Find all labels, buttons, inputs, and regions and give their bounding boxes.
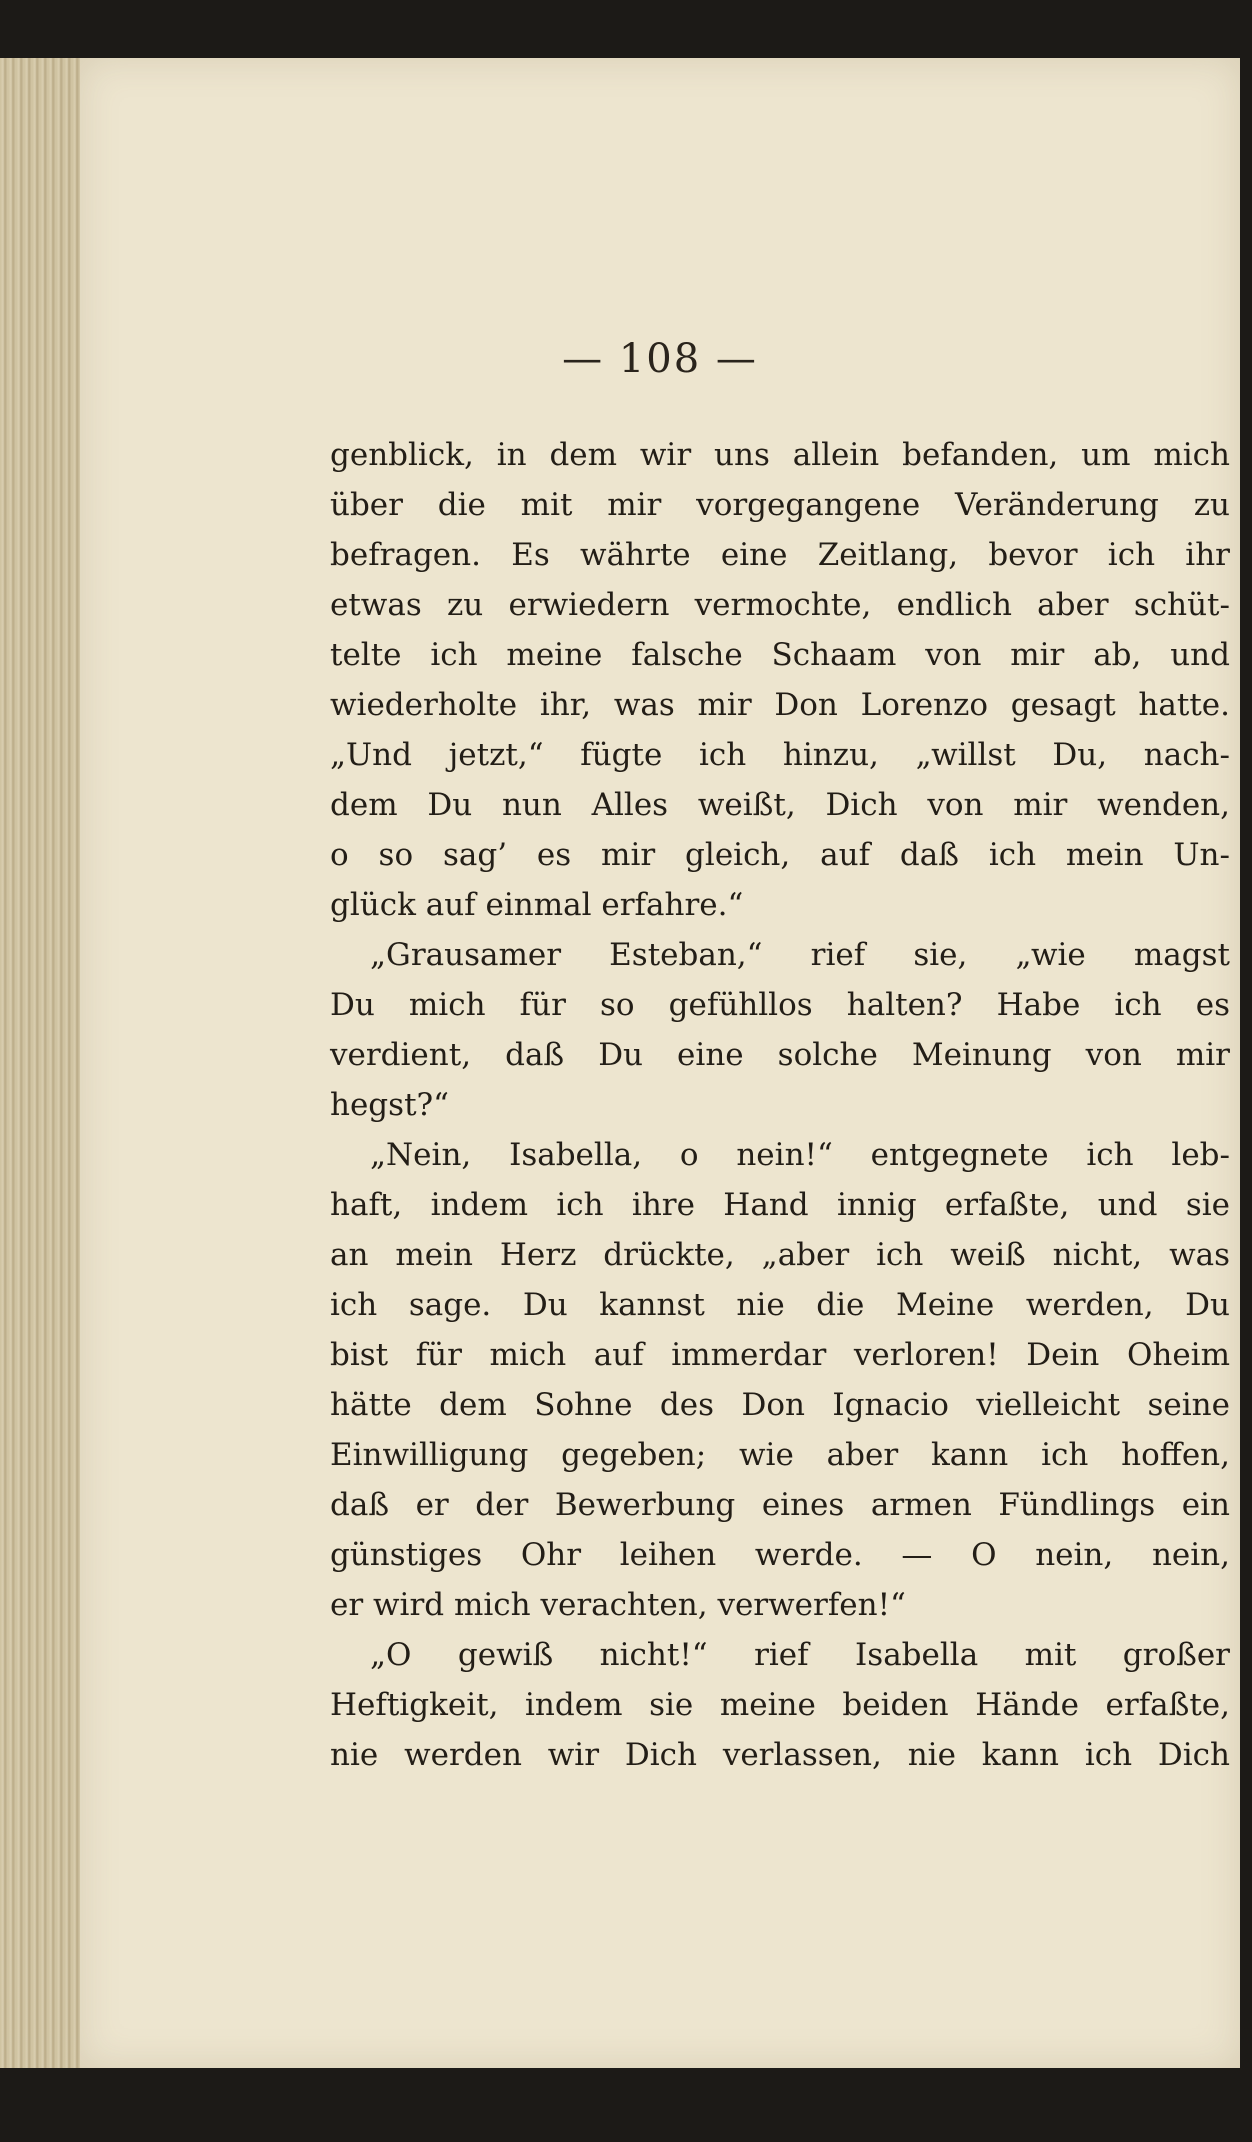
text-line: günstiges Ohr leihen werde. — O nein, nein, [330,1537,1230,1573]
text-line: „O gewiß nicht!“ rief Isabella mit großer [370,1637,1230,1673]
text-line: wiederholte ihr, was mir Don Lorenzo gesagt hatte. [330,687,1230,723]
text-line: über die mit mir vorgegangene Veränderung zu [330,487,1230,523]
text-line: befragen. Es währte eine Zeitlang, bevor ich ihr [330,537,1230,573]
text-line: nie werden wir Dich verlassen, nie kann ich Dich [330,1737,1230,1773]
text-line: o so sag’ es mir gleich, auf daß ich mein Un- [330,837,1230,873]
text-line: an mein Herz drückte, „aber ich weiß nicht, was [330,1237,1230,1273]
text-line: bist für mich auf immerdar verloren! Dein Oheim [330,1337,1230,1373]
text-line: „Nein, Isabella, o nein!“ entgegnete ich leb- [370,1137,1230,1173]
text-line: hätte dem Sohne des Don Ignacio vielleicht seine [330,1387,1230,1423]
text-line: Heftigkeit, indem sie meine beiden Hände erfaßte, [330,1687,1230,1723]
text-line: „Grausamer Esteban,“ rief sie, „wie magst [370,937,1230,973]
page-number: — 108 — [562,336,758,382]
body-text [330,430,1230,1780]
text-line: glück auf einmal erfahre.“ [330,887,744,923]
text-line: telte ich meine falsche Schaam von mir ab, und [330,637,1230,673]
page-edges [0,58,90,2068]
text-line: ich sage. Du kannst nie die Meine werden, Du [330,1287,1230,1323]
text-line: „Und jetzt,“ fügte ich hinzu, „willst Du, nach- [330,737,1230,773]
text-line: dem Du nun Alles weißt, Dich von mir wenden, [330,787,1230,823]
text-line: Du mich für so gefühllos halten? Habe ich es [330,987,1230,1023]
text-line: genblick, in dem wir uns allein befanden, um mich [330,437,1230,473]
text-line: verdient, daß Du eine solche Meinung von mir [330,1037,1230,1073]
text-line: er wird mich verachten, verwerfen!“ [330,1587,906,1623]
text-line: hegst?“ [330,1087,449,1123]
text-line: etwas zu erwiedern vermochte, endlich aber schüt- [330,587,1230,623]
book-page [80,58,1240,2068]
text-line: haft, indem ich ihre Hand innig erfaßte, und sie [330,1187,1230,1223]
text-line: Einwilligung gegeben; wie aber kann ich hoffen, [330,1437,1230,1473]
text-line: daß er der Bewerbung eines armen Fündlings ein [330,1487,1230,1523]
